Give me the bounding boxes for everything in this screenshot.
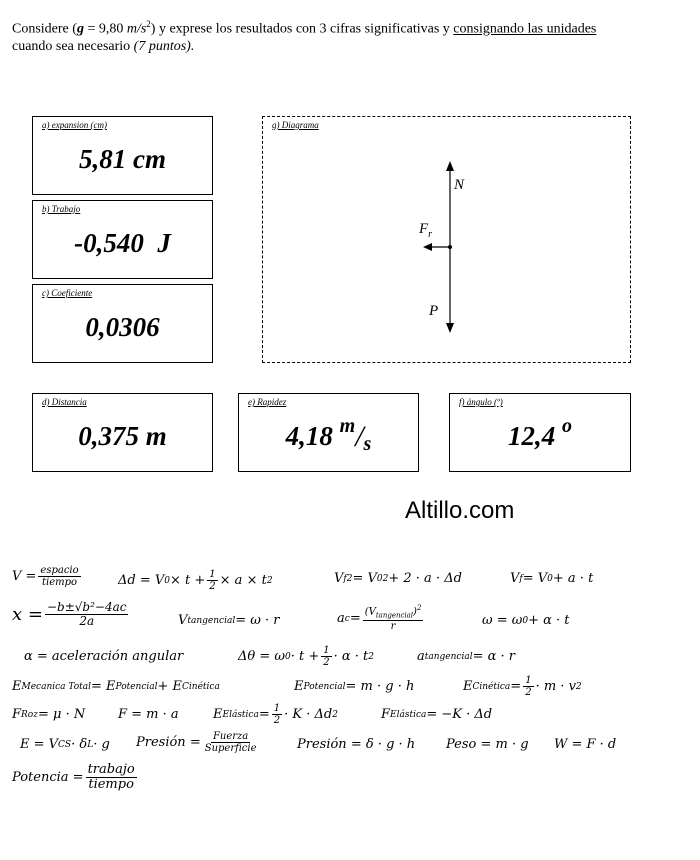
answer-label-b: b) Trabajo (42, 204, 81, 214)
arrow-up-icon (446, 161, 454, 171)
answer-box-b (32, 200, 213, 279)
formula-final-velocity: V f = V 0 + a · t (510, 571, 594, 586)
force-vectors (263, 117, 632, 364)
formula-work: W = F · d (554, 737, 617, 752)
formula-elastic-energy: E Elástica = $\frac{1}{2}$ · K · Δd 2 (213, 703, 338, 726)
formula-mechanical-energy: E Mecanica Total = E Potencial + E Cinética (12, 679, 220, 694)
formula-displacement: Δd = V 0 × t + $\frac{1}{2}$ × a × t 2 (118, 569, 273, 592)
answer-label-a: a) expansion (cm) (42, 120, 107, 130)
force-label-weight: P (429, 303, 439, 319)
instructions: Considere (g = 9,80 $m/s^2$) y exprese los resultados con 3 cifras significativas y consignando las unidades cuando sea necesario (7 puntos). (12, 19, 597, 54)
answer-label-e: e) Rapidez (248, 397, 287, 407)
formula-potential-energy: E Potencial = m · g · h (294, 679, 415, 694)
formula-elastic-force: F Elástica = −K · Δd (381, 707, 493, 722)
formula-hydrostatic-pressure: Presión = δ · g · h (297, 737, 416, 752)
formula-angular-acceleration-def: α = aceleración angular (24, 649, 184, 664)
formula-weight: Peso = m · g (446, 737, 529, 752)
answer-box-a (32, 116, 213, 195)
force-label-normal: N (454, 177, 465, 193)
formula-angular-displacement: Δθ = ω 0 · t + $\frac{1}{2}$ · α · t 2 (238, 645, 375, 668)
formula-buoyancy: E = V CS · δ L · g (20, 737, 110, 752)
formula-tangential-velocity: V tangencial = ω · r (178, 613, 280, 628)
answer-box-c (32, 284, 213, 363)
answer-label-f: f) ángulo (º) (459, 397, 503, 407)
underlined-instruction: consignando las unidades (453, 21, 597, 37)
answer-value-a: 5,81 cm (79, 144, 166, 174)
answer-box-e (238, 393, 419, 472)
answer-box-d (32, 393, 213, 472)
free-body-diagram (262, 116, 631, 363)
force-label-friction: $F_r$ (419, 221, 433, 240)
formula-quadratic: x = $\frac{\text{−b±√b²−4ac}}{2a}$ (12, 600, 127, 629)
formula-kinetic-energy: E Cinética = $\frac{1}{2}$ · m · v 2 (463, 675, 582, 698)
answer-label-c: c) Coeficiente (42, 288, 93, 298)
formula-velocity: V = $\frac{\text{espacio}}{\text{tiempo}}$ (12, 565, 79, 588)
answer-value-c: 0,0306 (85, 312, 160, 342)
formula-final-velocity-squared: V f 2 = V 0 2 + 2 · a · Δd (334, 571, 462, 586)
formula-friction: F Roz = μ · N (12, 707, 86, 722)
arrow-down-icon (446, 323, 454, 333)
diagram-label: g) Diagrama (272, 120, 319, 130)
answer-value-e: 4,18 m / s (285, 415, 372, 455)
arrow-left-icon (423, 243, 432, 251)
formula-power: Potencia = $\frac{\text{trabajo}}{\text{tiempo}}$ (12, 762, 135, 793)
formula-pressure-force: Presión = $\frac{\text{Fuerza}}{\text{Superficie}}$ (136, 731, 257, 754)
answer-value-d: 0,375 m (78, 421, 167, 451)
formula-centripetal: a c = $\frac{(V_{tangencial})^2}{r}$ (337, 604, 422, 633)
answer-value-f: 12,4 o (508, 415, 572, 451)
formula-tangential-acceleration: a tangencial = α · r (417, 649, 516, 664)
answer-label-d: d) Distancia (42, 397, 87, 407)
watermark: Altillo.com (405, 497, 515, 524)
formula-newton-second-law: F = m · a (118, 707, 179, 722)
answer-box-f (449, 393, 631, 472)
answer-value-b: -0,540 J (74, 228, 171, 258)
formula-angular-velocity: ω = ω 0 + α · t (482, 613, 570, 628)
